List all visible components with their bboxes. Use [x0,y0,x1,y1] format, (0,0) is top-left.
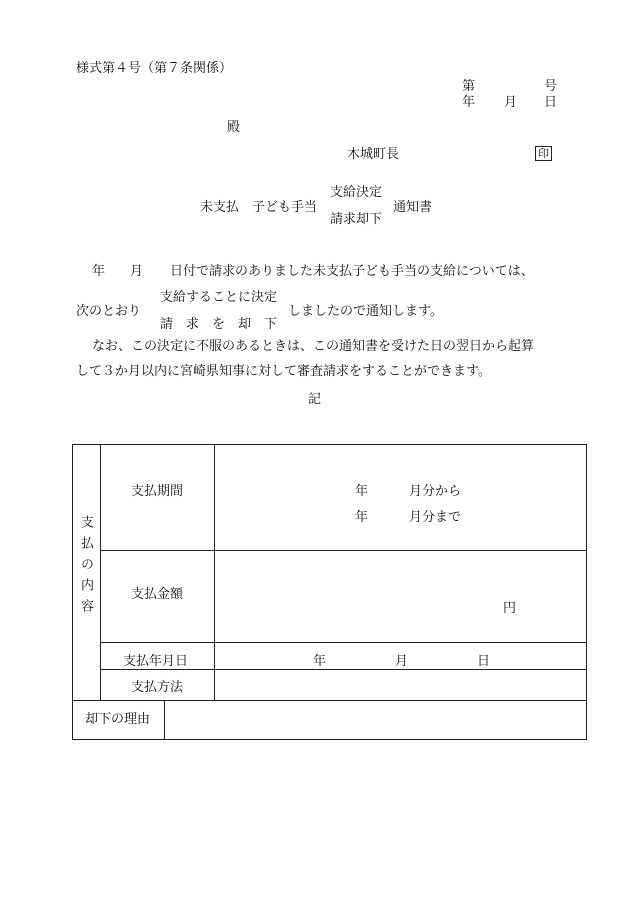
issuer-name: 木城町長 [347,147,400,162]
table-line-2 [100,642,586,643]
label-rejection-reason: 却下の理由 [85,712,151,727]
body-month-label: 月 [130,264,144,279]
table-line-3 [100,669,586,670]
ki-label: 記 [308,392,322,407]
body-year-label: 年 [92,264,106,279]
amount-unit: 円 [503,601,517,616]
period-from-year: 年 [355,484,369,499]
label-payment-method: 支払方法 [131,680,184,695]
period-to-month: 月分まで [409,510,462,525]
body-choice-approve: 支給することに決定 [160,290,278,305]
payment-date-month: 月 [395,654,409,669]
date-day-label: 日 [544,95,558,110]
document-number-prefix: 第 [462,79,476,94]
body-choice-reject: 請 求 を 却 下 [160,317,278,332]
title-option-reject: 請求却下 [330,212,383,227]
payment-date-year: 年 [313,654,327,669]
body-para2-line2: して３か月以内に宮崎県知事に対して審査請求をすることができます。 [76,364,491,379]
date-month-label: 月 [504,95,518,110]
table-divider-label [214,445,215,700]
label-payment-date: 支払年月日 [123,654,189,669]
seal-mark: 印 [535,146,552,161]
body-line2-suffix: しましたので通知します。 [288,304,443,319]
payment-details-table [72,444,587,740]
label-payment-period: 支払期間 [131,484,184,499]
table-divider-reason [164,700,165,740]
body-line2-prefix: 次のとおり [76,304,142,319]
title-suffix: 通知書 [393,200,433,215]
document-number-suffix: 号 [544,79,558,94]
period-from-month: 月分から [409,484,462,499]
table-divider-section [100,445,101,700]
body-para2-line1: なお、この決定に不服のあるときは、この通知書を受けた日の翌日から起算 [92,339,535,354]
label-payment-amount: 支払金額 [131,587,184,602]
date-year-label: 年 [462,95,476,110]
addressee-suffix: 殿 [227,120,241,135]
table-line-1 [100,550,586,551]
form-number: 様式第４号（第７条関係） [76,61,233,76]
payment-date-day: 日 [477,654,491,669]
period-to-year: 年 [355,510,369,525]
table-line-4 [73,700,586,701]
title-prefix: 未支払 子ども手当 [200,200,318,215]
title-option-approve: 支給決定 [330,185,383,200]
body-line1-text: 日付で請求のありました未支払子ども手当の支給については、 [170,264,534,279]
section-label-payment-content: 支払の内容 [78,515,93,620]
